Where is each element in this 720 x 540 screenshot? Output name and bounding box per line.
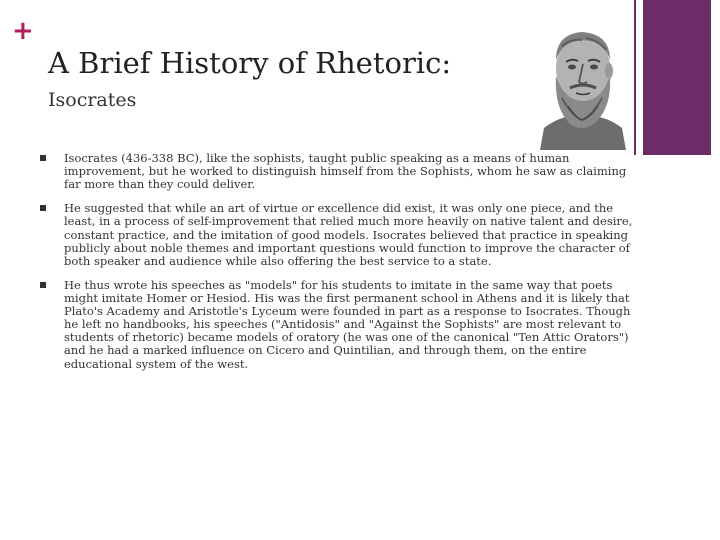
bullet-text: He thus wrote his speeches as "models" for his students to imitate in the same way that poets might imitate Homer or Hesiod. His was the first permanent school in Athens and it is likely that Plato's Academy and Aristotle's Lyceum were founded in part as a response to Isocrates. Though he left no handbooks, his speeches ("Antidosis" and "Against the Sophists" are most relevant to students of rhetoric) became models of oratory (he was one of the canonical "Ten Attic Orators") and he had a marked influence on Cicero and Quintilian, and through them, on the entire educational system of the west. xyxy=(64,277,631,371)
slide-title: A Brief History of Rhetoric: xyxy=(48,46,452,80)
list-item xyxy=(40,279,640,371)
bullet-text: Isocrates (436-338 BC), like the sophists, taught public speaking as a means of human improvement, but he worked to distinguish himself from the Sophists, whom he saw as claiming far more than they could deliver. xyxy=(64,151,627,192)
list-item xyxy=(40,202,640,268)
slide-subtitle: Isocrates xyxy=(48,89,137,111)
accent-bar-thin xyxy=(634,0,636,155)
bust-portrait-icon xyxy=(532,16,633,150)
bullet-text: He suggested that while an art of virtue or excellence did exist, it was only one piece, and the least, in a process of self-improvement that relied much more heavily on native talent and desire, constant practice, and the imitation of good models. Isocrates believed that practice in speaking publicly about noble themes and important questions would function to improve the character of both speaker and audience while also offering the best service to a state. xyxy=(64,201,633,268)
square-bullet-icon xyxy=(40,205,46,211)
list-item xyxy=(40,152,640,191)
accent-bar-thick xyxy=(643,0,711,155)
plus-icon: + xyxy=(12,16,34,46)
square-bullet-icon xyxy=(40,155,46,161)
bullet-list xyxy=(40,152,640,371)
square-bullet-icon xyxy=(40,282,46,288)
